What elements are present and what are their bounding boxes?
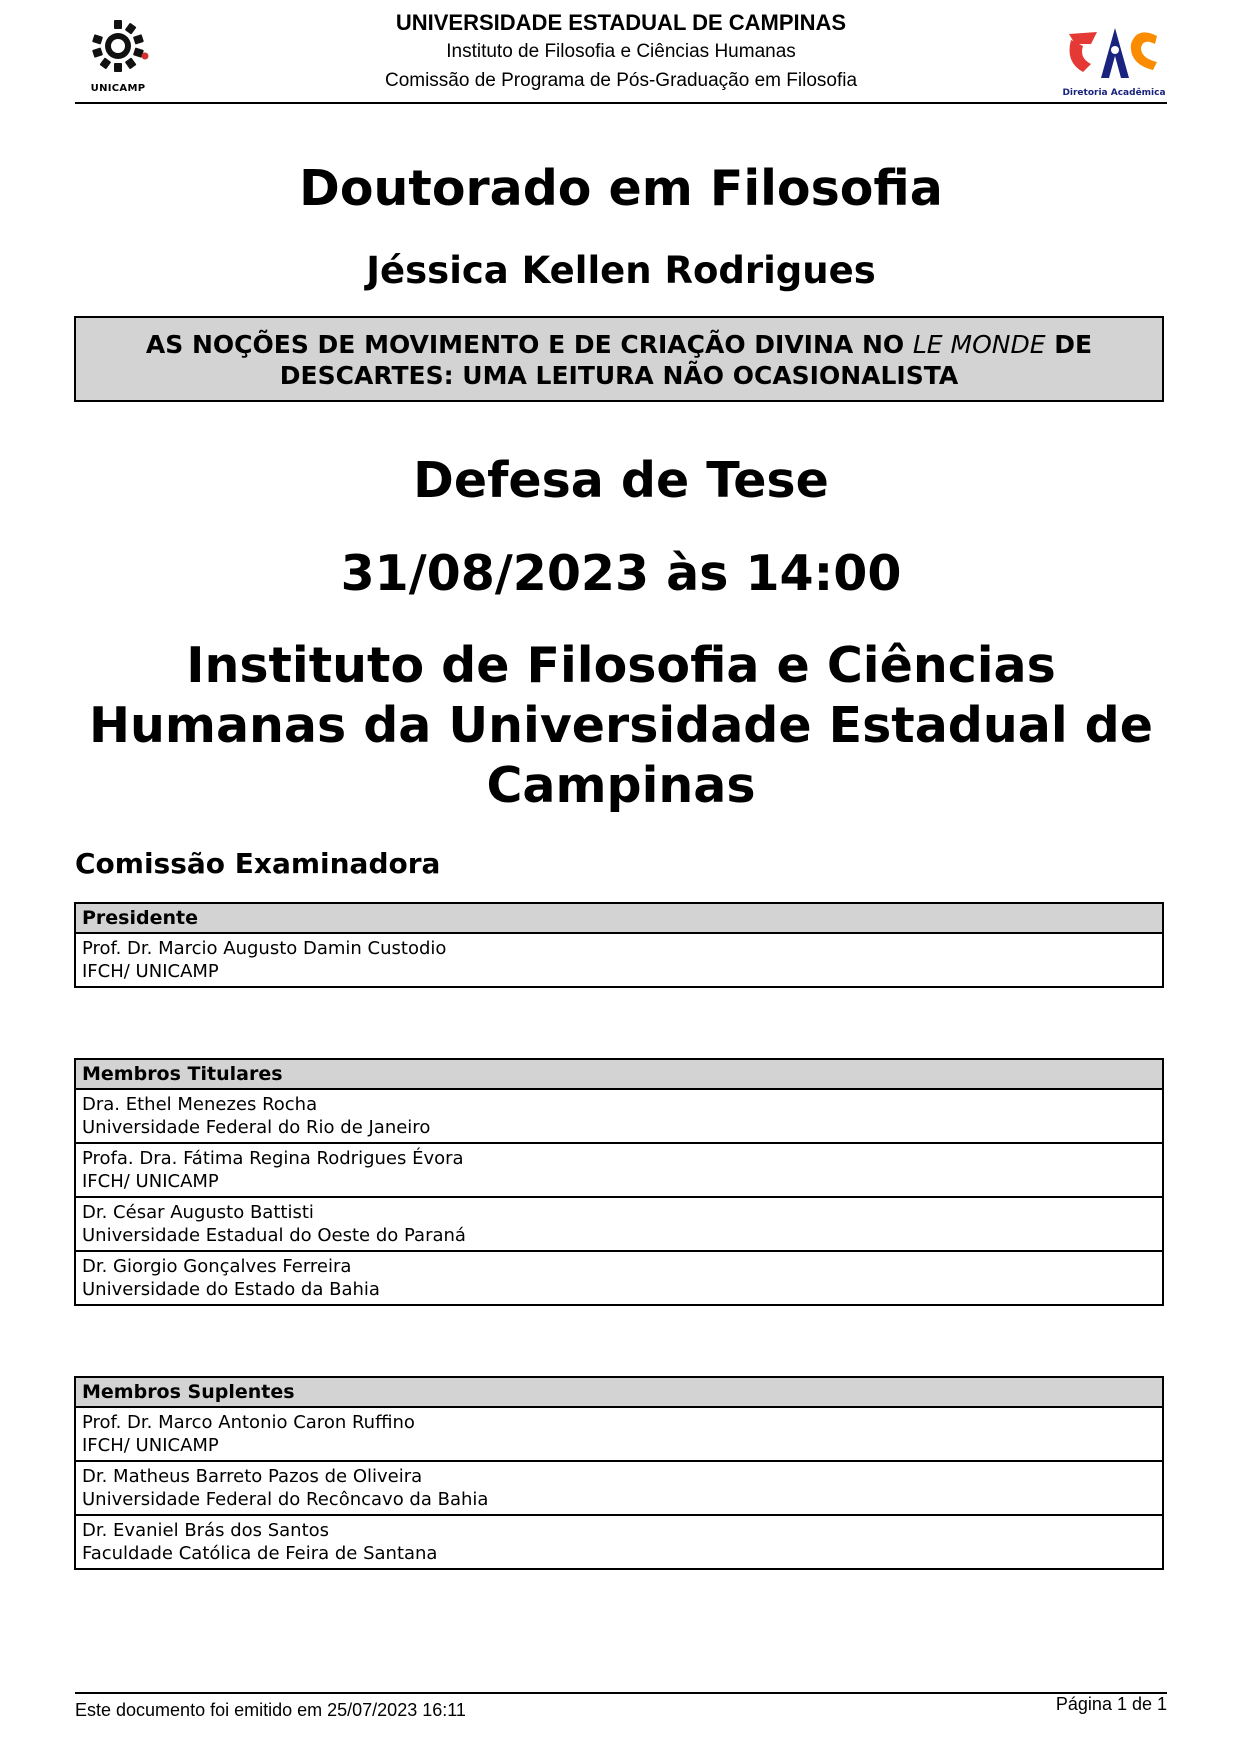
page-number: Página 1 de 1 [1055,1694,1167,1714]
table-row [76,1144,1162,1198]
unicamp-logo [81,16,155,96]
table-row [76,1090,1162,1144]
defense-label: Defesa de Tese [413,452,829,509]
commission-name: Comissão de Programa de Pós-Graduação em Filosofia [384,70,858,91]
member-name: Dr. Giorgio Gonçalves Ferreira [82,1256,352,1277]
table-row [76,1252,1162,1304]
member-affiliation: Faculdade Católica de Feira de Santana [82,1543,438,1564]
titulares-table [74,1058,1164,1306]
defense-venue: Instituto de Filosofia e Ciências Humanas da Universidade Estadual de Campinas [89,637,1153,814]
table-row [76,934,1162,986]
unicamp-logo-text: UNICAMP [90,83,146,94]
table-row [76,1408,1162,1462]
university-name: UNIVERSIDADE ESTADUAL DE CAMPINAS [395,10,847,35]
suplentes-table [74,1376,1164,1570]
dac-logo-text: Diretoria Acadêmica [1062,88,1166,98]
member-name: Dra. Ethel Menezes Rocha [82,1094,318,1115]
thesis-title-part-2: DE DESCARTES: UMA LEITURA NÃO OCASIONALISTA [279,330,1093,390]
committee-title: Comissão Examinadora [75,847,441,880]
dac-logo-icon [1061,20,1167,86]
president-heading: Presidente [76,904,1162,934]
member-affiliation: IFCH/ UNICAMP [82,1435,219,1456]
thesis-title-part-1: AS NOÇÕES DE MOVIMENTO E DE CRIAÇÃO DIVINA NO [145,330,913,359]
table-row [76,1462,1162,1516]
document-header [75,10,1167,104]
program-title: Doutorado em Filosofia [299,160,943,217]
document-footer [75,1692,1167,1720]
institute-name: Instituto de Filosofia e Ciências Humanas [446,41,796,62]
titulares-heading: Membros Titulares [76,1060,1162,1090]
emission-notice: Este documento foi emitido em 25/07/2023 16:11 [75,1700,466,1720]
member-name: Dr. César Augusto Battisti [82,1202,314,1223]
member-name: Dr. Matheus Barreto Pazos de Oliveira [82,1466,423,1487]
dac-logo [1061,20,1167,100]
member-name: Profa. Dra. Fátima Regina Rodrigues Évora [82,1148,464,1169]
president-table [74,902,1164,988]
suplentes-heading: Membros Suplentes [76,1378,1162,1408]
student-name: Jéssica Kellen Rodrigues [366,249,876,292]
thesis-title-italic: LE MONDE [912,330,1046,359]
member-affiliation: IFCH/ UNICAMP [82,1171,219,1192]
thesis-title-box [74,316,1164,402]
unicamp-logo-icon [81,16,155,82]
member-name: Dr. Evaniel Brás dos Santos [82,1520,330,1541]
table-row [76,1198,1162,1252]
table-row [76,1516,1162,1568]
member-affiliation: Universidade Federal do Recôncavo da Bahia [82,1489,489,1510]
member-name: Prof. Dr. Marco Antonio Caron Ruffino [82,1412,415,1433]
member-affiliation: IFCH/ UNICAMP [82,961,219,982]
member-affiliation: Universidade Federal do Rio de Janeiro [82,1117,431,1138]
member-affiliation: Universidade do Estado da Bahia [82,1279,380,1300]
defense-datetime: 31/08/2023 às 14:00 [340,545,902,602]
thesis-title [76,329,1162,391]
member-affiliation: Universidade Estadual do Oeste do Paraná [82,1225,466,1246]
member-name: Prof. Dr. Marcio Augusto Damin Custodio [82,938,447,959]
